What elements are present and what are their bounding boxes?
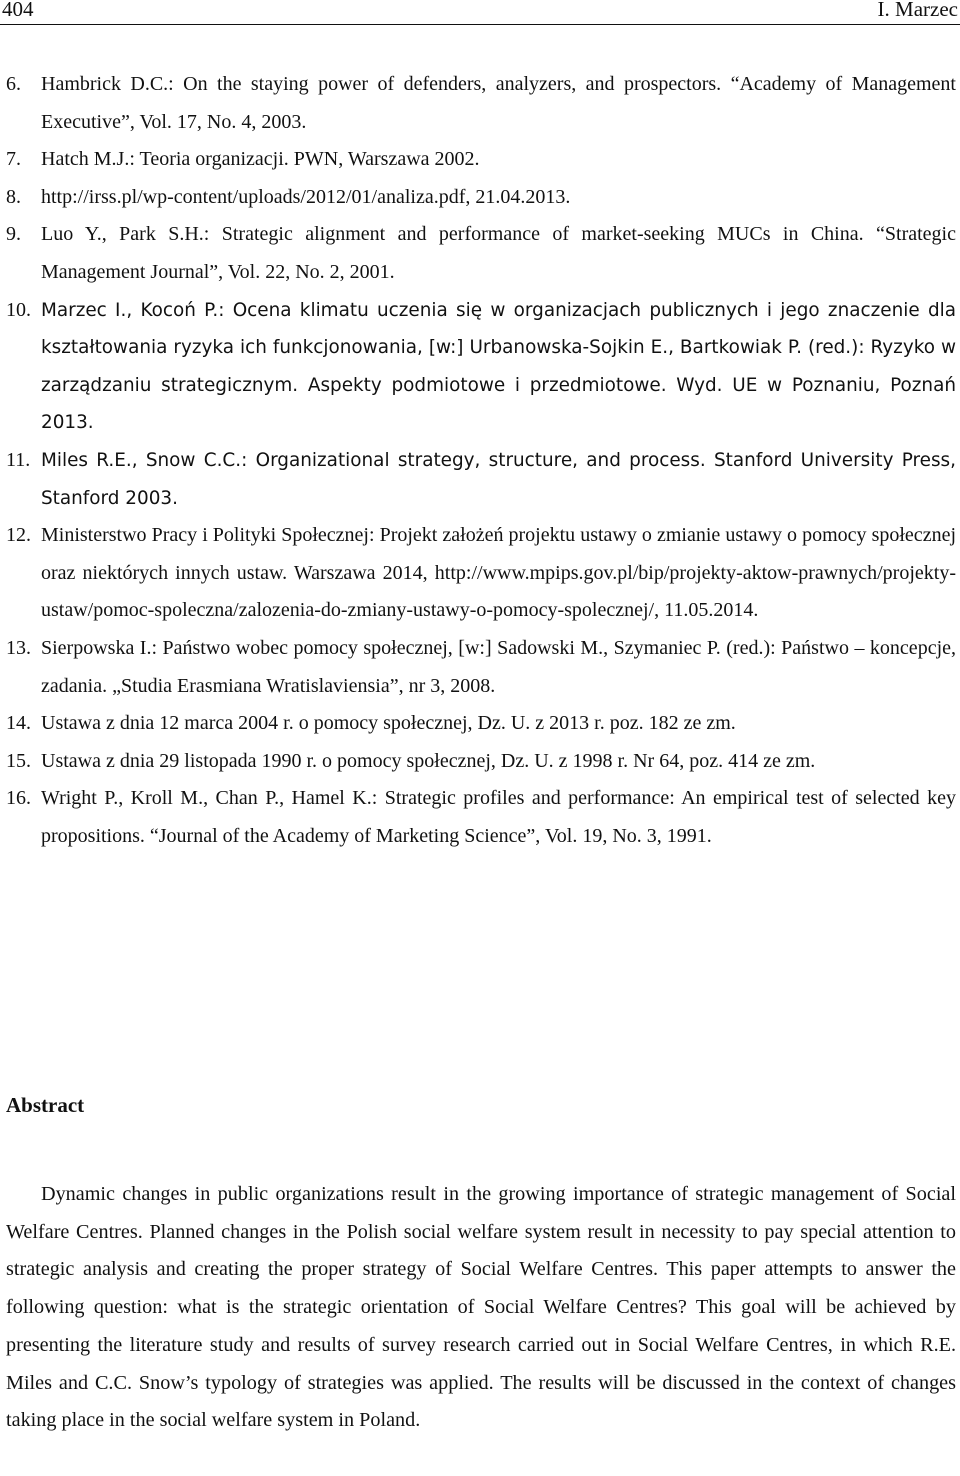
reference-number: 7. — [6, 148, 21, 171]
reference-item — [6, 517, 956, 630]
abstract-heading: Abstract — [6, 1093, 85, 1117]
reference-number: 11. — [6, 448, 31, 471]
reference-number: 14. — [6, 712, 31, 735]
reference-number: 16. — [6, 787, 31, 810]
reference-list — [6, 66, 956, 855]
reference-item — [6, 630, 956, 705]
reference-number: 15. — [6, 749, 31, 772]
reference-text: Hatch M.J.: Teoria organizacji. PWN, Warszawa 2002. — [41, 148, 480, 171]
abstract-body: Dynamic changes in public organizations result in the growing importance of strategic management of Social Welfare Centres. Planned changes in the Polish social welfare system result in necessity to pay special attention to strategic analysis and creating the proper strategy of Social Welfare Centres. This paper attempts to answer the following question: what is the strategic orientation of Social Welfare Centres? This goal will be achieved by presenting the literature study and results of survey research carried out in Social Welfare Centres, in which R.E. Miles and C.C. Snow’s typology of strategies was applied. The results will be discussed in the context of changes taking place in the social welfare system in Poland. — [6, 1183, 956, 1432]
reference-item — [6, 179, 956, 217]
running-header — [0, 0, 960, 25]
reference-number: 13. — [6, 636, 31, 659]
reference-number: 6. — [6, 73, 21, 95]
reference-number: 10. — [6, 298, 31, 321]
reference-number: 9. — [6, 223, 21, 246]
reference-text: Miles R.E., Snow C.C.: Organizational strategy, structure, and process. Stanford University Press, Stanford 2003. — [41, 449, 956, 509]
reference-text: Ustawa z dnia 12 marca 2004 r. o pomocy społecznej, Dz. U. z 2013 r. poz. 182 ze zm. — [41, 712, 736, 735]
running-author: I. Marzec — [877, 0, 958, 21]
reference-number: 8. — [6, 185, 21, 208]
reference-item — [6, 780, 956, 855]
reference-item — [6, 442, 956, 517]
reference-item — [6, 66, 956, 141]
reference-item — [6, 292, 956, 442]
reference-item — [6, 743, 956, 781]
reference-text: Ministerstwo Pracy i Polityki Społecznej: Projekt założeń projektu ustawy o zmianie ustawy o pomocy społecznej oraz niektórych innych ustaw. Warszawa 2014, http://www.mpips.gov.pl/bip/projekty-aktow-prawnych/projekty-ustaw/pomoc-spoleczna/zalozenia-do-zmiany-ustawy-o-pomocy-spolecznej/, 11.05.2014. — [41, 524, 956, 622]
reference-item — [6, 141, 956, 179]
reference-text: Hambrick D.C.: On the staying power of defenders, analyzers, and prospectors. “Academy of Management Executive”, Vol. 17, No. 4, 2003. — [41, 73, 956, 133]
reference-number: 12. — [6, 524, 31, 547]
reference-text: http://irss.pl/wp-content/uploads/2012/01/analiza.pdf, 21.04.2013. — [41, 185, 571, 208]
reference-text: Sierpowska I.: Państwo wobec pomocy społecznej, [w:] Sadowski M., Szymaniec P. (red.): Państwo – koncepcje, zadania. „Studia Erasmiana Wratislaviensia”, nr 3, 2008. — [41, 636, 956, 697]
reference-text: Luo Y., Park S.H.: Strategic alignment and performance of market-seeking MUCs in China. “Strategic Management Journal”, Vol. 22, No. 2, 2001. — [41, 223, 956, 283]
reference-text: Marzec I., Kocoń P.: Ocena klimatu uczenia się w organizacjach publicznych i jego znaczenie dla kształtowania ryzyka ich funkcjonowania, [w:] Urbanowska-Sojkin E., Bartkowiak P. (red.): Ryzyko w zarządzaniu strategicznym. Aspekty podmiotowe i przedmiotowe. Wyd. UE w Poznaniu, Poznań 2013. — [41, 299, 956, 434]
page-number: 404 — [2, 0, 34, 21]
reference-item — [6, 705, 956, 743]
reference-item — [6, 216, 956, 291]
reference-text: Ustawa z dnia 29 listopada 1990 r. o pomocy społecznej, Dz. U. z 1998 r. Nr 64, poz. 414 ze zm. — [41, 749, 816, 772]
reference-text: Wright P., Kroll M., Chan P., Hamel K.: Strategic profiles and performance: An empirical test of selected key propositions. “Journal of the Academy of Marketing Science”, Vol. 19, No. 3, 1991. — [41, 787, 956, 847]
